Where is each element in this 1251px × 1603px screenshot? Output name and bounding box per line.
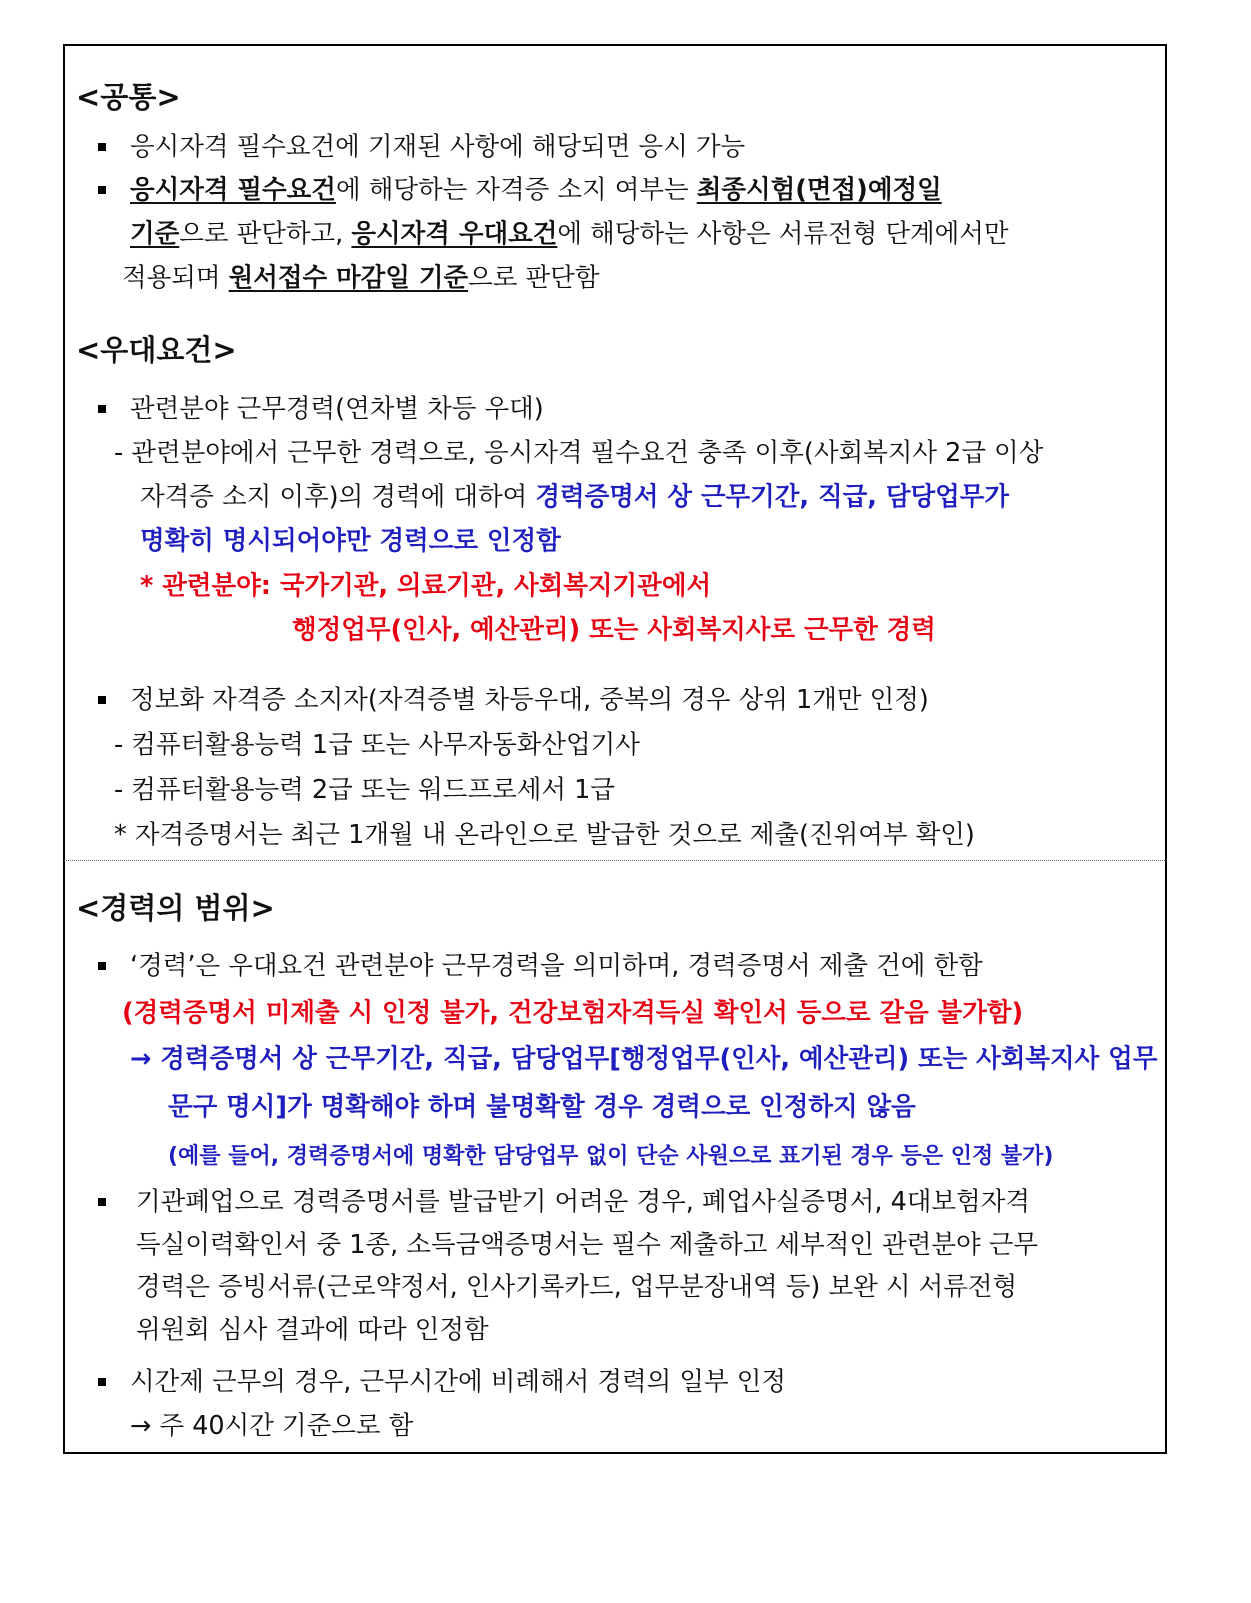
preferred-bullet-2-note: * 자격증명서는 최근 1개월 내 온라인으로 발급한 것으로 제출(진위여부 확인) [114,820,975,850]
preferred-bullet-2-detail-1: - 컴퓨터활용능력 1급 또는 사무자동화산업기사 [114,730,640,760]
common-bullet-2-line-2: 기준으로 판단하고, 응시자격 우대요건에 해당하는 사항은 서류전형 단계에서만 [130,219,1009,249]
section-divider [64,860,1165,861]
common-bullet-2-line-3: 적용되며 원서접수 마감일 기준으로 판단함 [122,263,600,293]
scope-bullet-2-line-3: 경력은 증빙서류(근로약정서, 인사기록카드, 업무분장내역 등) 보완 시 서류전형 [136,1272,1018,1302]
scope-red-notice: (경력증명서 미제출 시 인정 불가, 건강보험자격득실 확인서 등으로 갈음 불가함) [122,998,1024,1028]
scope-bullet-3-detail: → 주 40시간 기준으로 함 [130,1411,414,1441]
preferred-bullet-2: 정보화 자격증 소지자(자격증별 차등우대, 중복의 경우 상위 1개만 인정) [130,685,929,715]
scope-bullet-2-line-4: 위원회 심사 결과에 따라 인정함 [136,1315,489,1345]
scope-example: (예를 들어, 경력증명서에 명확한 담당업무 없이 단순 사원으로 표기된 경우 등은 인정 불가) [168,1144,1054,1169]
scope-arrow-line-2: 문구 명시]가 명확해야 하며 불명확할 경우 경력으로 인정하지 않음 [168,1092,916,1122]
scope-bullet-1: ‘경력’은 우대요건 관련분야 근무경력을 의미하며, 경력증명서 제출 건에 한함 [130,951,983,981]
bullet-icon [98,696,106,704]
preferred-detail-line-1: - 관련분야에서 근무한 경력으로, 응시자격 필수요건 충족 이후(사회복지사 2급 이상 [114,438,1044,468]
preferred-note-line-2: 행정업무(인사, 예산관리) 또는 사회복지사로 근무한 경력 [292,615,936,645]
scope-bullet-2-line-2: 득실이력확인서 중 1종, 소득금액증명서는 필수 제출하고 세부적인 관련분야 근무 [136,1230,1039,1260]
common-bullet-1: 응시자격 필수요건에 기재된 사항에 해당되면 응시 가능 [130,132,746,162]
preferred-bullet-2-detail-2: - 컴퓨터활용능력 2급 또는 워드프로세서 1급 [114,775,615,805]
preferred-detail-line-3: 명확히 명시되어야만 경력으로 인정함 [140,526,561,556]
bullet-icon [98,143,106,151]
scope-bullet-2-line-1: 기관폐업으로 경력증명서를 발급받기 어려운 경우, 폐업사실증명서, 4대보험자격 [136,1187,1030,1217]
bullet-icon [98,186,106,194]
scope-arrow-line-1: → 경력증명서 상 근무기간, 직급, 담당업무[행정업무(인사, 예산관리) 또는 사회복지사 업무 [130,1044,1158,1074]
preferred-note-line-1: * 관련분야: 국가기관, 의료기관, 사회복지기관에서 [140,571,712,601]
section-heading-preferred: <우대요건> [76,333,237,367]
bullet-icon [98,1378,106,1386]
section-heading-common: <공통> [76,80,181,114]
common-bullet-2-line-1: 응시자격 필수요건에 해당하는 자격증 소지 여부는 최종시험(면접)예정일 [130,175,942,205]
scope-bullet-3: 시간제 근무의 경우, 근무시간에 비례해서 경력의 일부 인정 [130,1367,787,1397]
section-heading-scope: <경력의 범위> [76,891,275,925]
preferred-bullet-1: 관련분야 근무경력(연차별 차등 우대) [130,394,544,424]
bullet-icon [98,1198,106,1206]
preferred-detail-line-2: 자격증 소지 이후)의 경력에 대하여 경력증명서 상 근무기간, 직급, 담당업무가 [140,482,1009,512]
bullet-icon [98,405,106,413]
bullet-icon [98,962,106,970]
